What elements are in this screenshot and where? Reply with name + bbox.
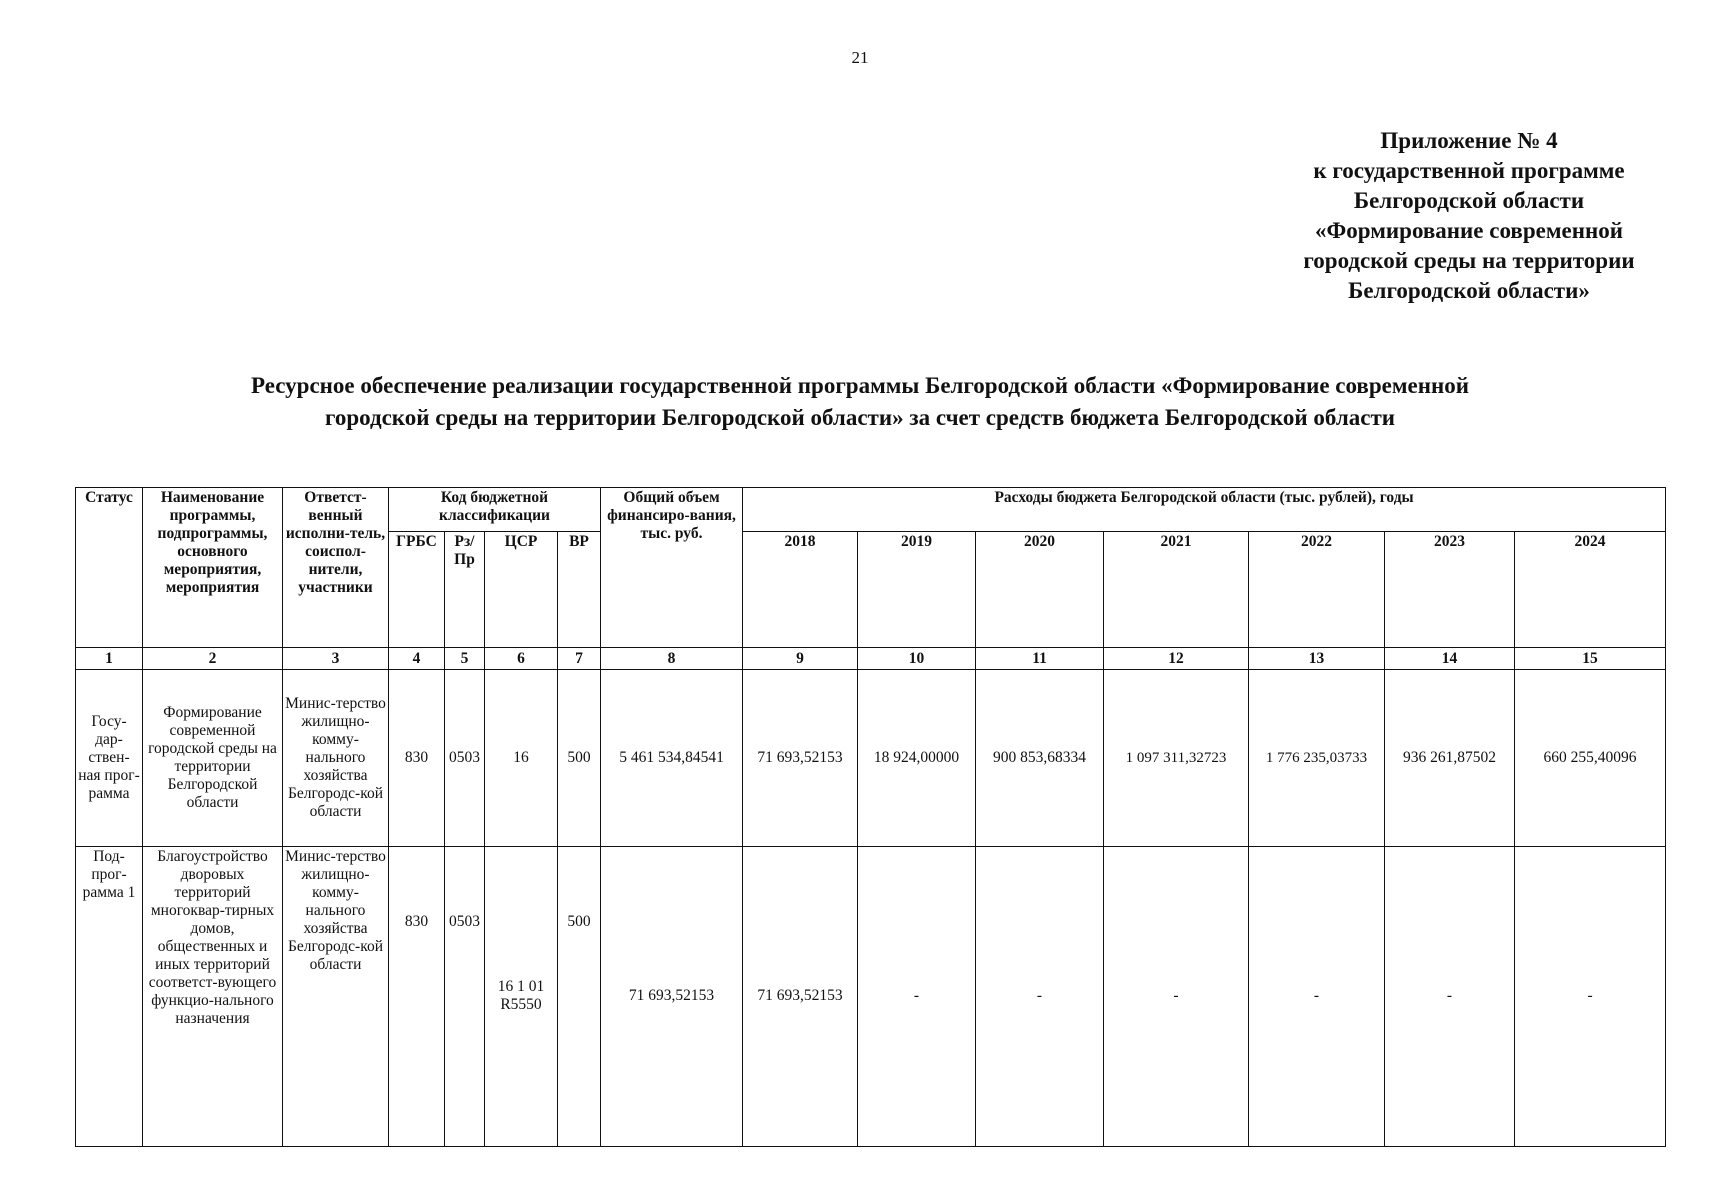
column-number: 10 [858,648,976,670]
cell-year-value: 71 693,52153 [743,670,858,846]
column-number: 13 [1249,648,1385,670]
cell-total: 71 693,52153 [601,846,743,1146]
column-number: 7 [558,648,601,670]
column-number: 6 [485,648,558,670]
cell-year-value: - [1385,846,1515,1146]
header-name: Наименование программы, подпрограммы, основного мероприятия, мероприятия [143,488,283,648]
budget-table [75,487,1666,1147]
header-year: 2023 [1385,532,1515,648]
header-executor: Ответст-венный исполни-тель, соиспол-нители, участники [283,488,389,648]
header-total: Общий объем финансиро-вания, тыс. руб. [601,488,743,648]
table-row [76,670,1666,846]
cell-year-value: - [1104,846,1249,1146]
column-number: 2 [143,648,283,670]
header-rzpr: Рз/ Пр [445,532,485,648]
cell-year-value: 900 853,68334 [976,670,1104,846]
header-status: Статус [76,488,143,648]
header-year: 2024 [1515,532,1666,648]
column-number: 1 [76,648,143,670]
header-vr: ВР [558,532,601,648]
column-number: 11 [976,648,1104,670]
title-line-2: городской среды на территории Белгородской области» за счет средств бюджета Белгородской области [324,405,1396,430]
cell-year-value: - [976,846,1104,1146]
cell-vr: 500 [558,846,601,1146]
cell-rzpr: 0503 [445,846,485,1146]
column-number: 4 [389,648,445,670]
cell-year-value: - [858,846,976,1146]
table-row [76,846,1666,1146]
cell-rzpr: 0503 [445,670,485,846]
cell-vr: 500 [558,670,601,846]
header-year: 2022 [1249,532,1385,648]
header-year: 2018 [743,532,858,648]
header-budget-code: Код бюджетной классификации [389,488,601,532]
cell-year-value: - [1249,846,1385,1146]
cell-csr: 16 [485,670,558,846]
appendix-line: к государственной программе [1313,158,1625,183]
document-title [60,370,1660,434]
column-number: 8 [601,648,743,670]
cell-status: Госу-дар-ствен-ная прог-рамма [76,670,143,846]
column-number-row [76,648,1666,670]
appendix-line: городской среды на территории [1303,248,1635,273]
cell-year-value: 1 776 235,03733 [1249,670,1385,846]
cell-year-value: 18 924,00000 [858,670,976,846]
column-number: 15 [1515,648,1666,670]
appendix-line: Белгородской области» [1348,278,1590,303]
cell-year-value: - [1515,846,1666,1146]
cell-year-value: 660 255,40096 [1515,670,1666,846]
cell-executor: Минис-терство жилищно-комму-нального хозяйства Белгородс-кой области [283,670,389,846]
column-number: 12 [1104,648,1249,670]
cell-name: Формирование современной городской среды на территории Белгородской области [143,670,283,846]
cell-name: Благоустройство дворовых территорий многоквар-тирных домов, общественных и иных территорий соответст-вующего функцио-нального назначения [143,846,283,1146]
title-line-1: Ресурсное обеспечение реализации государственной программы Белгородской области «Формирование современной [251,373,1469,398]
cell-status: Под-прог-рамма 1 [76,846,143,1146]
cell-executor: Минис-терство жилищно-комму-нального хозяйства Белгородс-кой области [283,846,389,1146]
appendix-line: Белгородской области [1353,188,1585,213]
cell-grbs: 830 [389,670,445,846]
header-grbs: ГРБС [389,532,445,648]
appendix-header [1259,126,1679,306]
appendix-line: «Формирование современной [1315,218,1623,243]
cell-year-value: 71 693,52153 [743,846,858,1146]
header-year: 2019 [858,532,976,648]
header-csr: ЦСР [485,532,558,648]
cell-total: 5 461 534,84541 [601,670,743,846]
cell-grbs: 830 [389,846,445,1146]
header-year: 2021 [1104,532,1249,648]
page-number: 21 [851,48,869,67]
cell-year-value: 936 261,87502 [1385,670,1515,846]
appendix-line: Приложение № 4 [1380,128,1558,153]
header-row [76,488,1666,532]
column-number: 9 [743,648,858,670]
column-number: 3 [283,648,389,670]
column-number: 14 [1385,648,1515,670]
column-number: 5 [445,648,485,670]
header-expenses: Расходы бюджета Белгородской области (тыс. рублей), годы [743,488,1666,532]
cell-csr: 16 1 01 R5550 [485,846,558,1146]
header-year: 2020 [976,532,1104,648]
cell-year-value: 1 097 311,32723 [1104,670,1249,846]
